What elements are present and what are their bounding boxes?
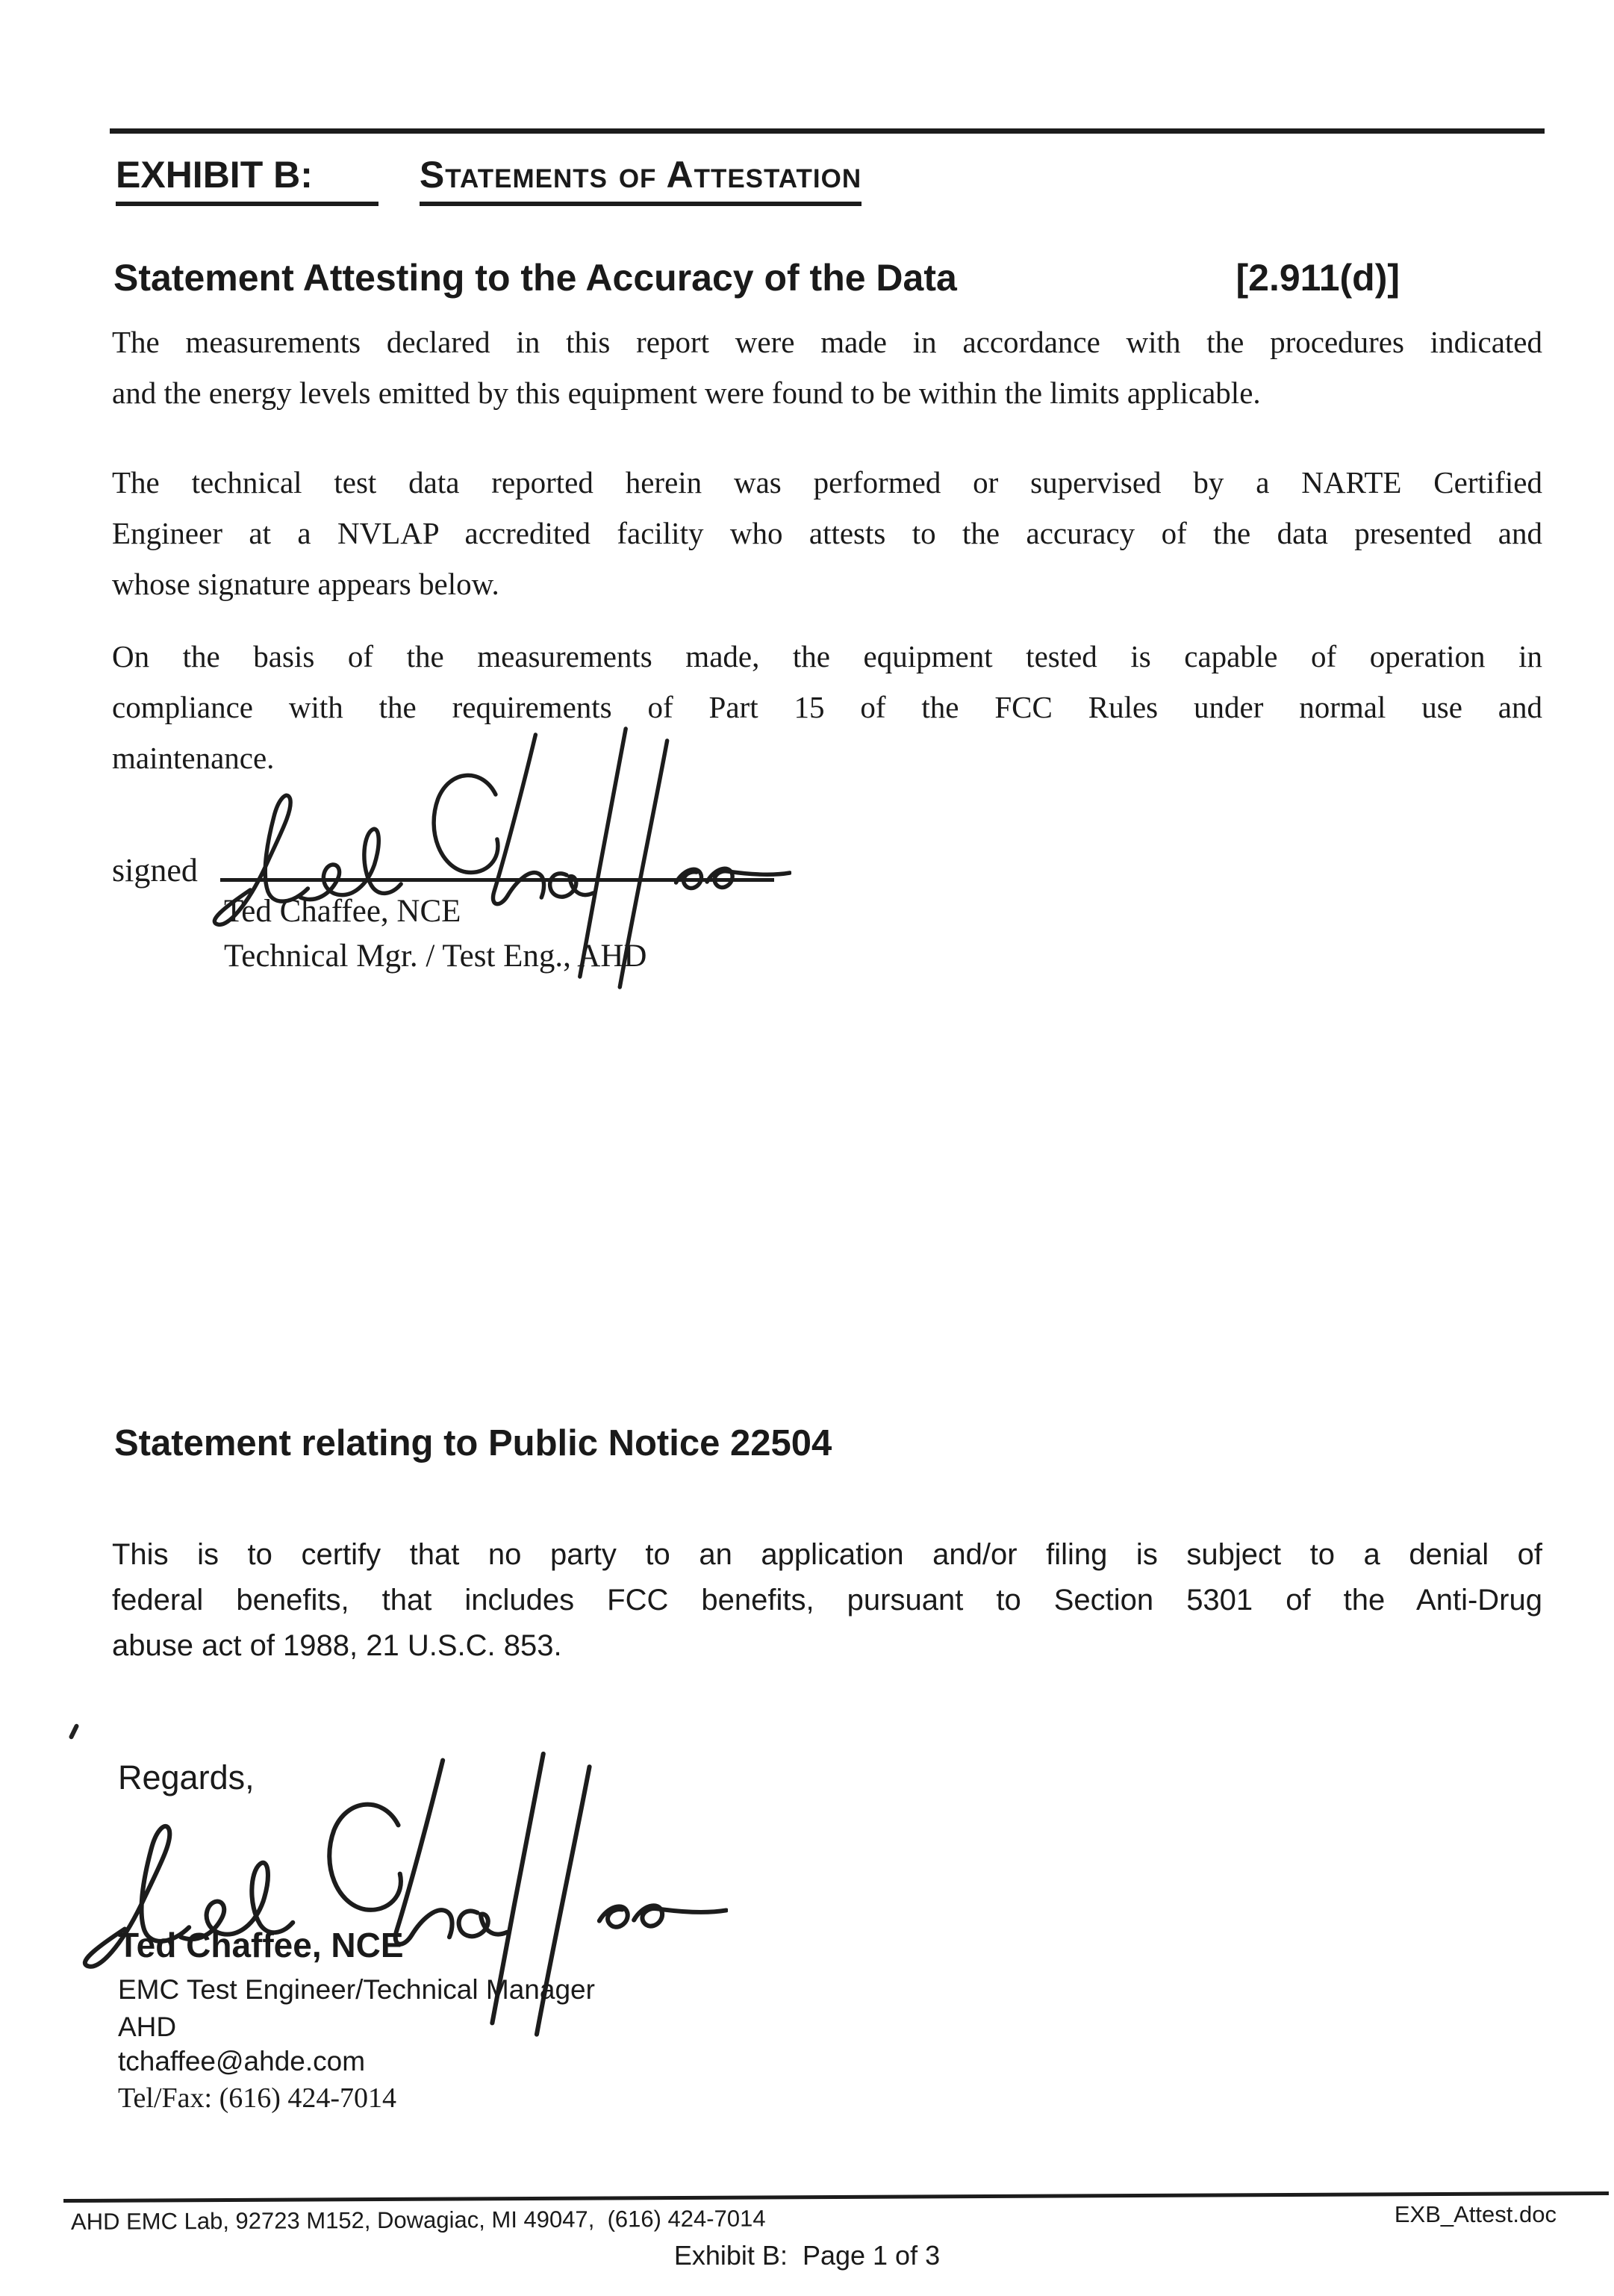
paragraph-line: abuse act of 1988, 21 U.S.C. 853. <box>112 1629 562 1662</box>
signatory-organization: AHD <box>118 2012 177 2042</box>
signatory-phone: Tel/Fax: (616) 424-7014 <box>118 2082 397 2114</box>
exhibit-heading-title: Statements of Attestation <box>419 154 862 196</box>
paragraph-line: federal benefits, that includes FCC benefits, pursuant to Section 5301 of the Anti-Drug <box>112 1584 1542 1617</box>
statement-accuracy-heading: Statement Attesting to the Accuracy of the Data <box>113 257 957 299</box>
paragraph-line: On the basis of the measurements made, the equipment tested is capable of operation in <box>112 639 1542 673</box>
paragraph-line: This is to certify that no party to an application and/or filing is subject to a denial of <box>112 1538 1542 1571</box>
paragraph-line: whose signature appears below. <box>112 567 499 601</box>
statement-accuracy-titlebar <box>113 255 1400 300</box>
footer-page-label: Exhibit B: Page 1 of 3 <box>673 2240 941 2271</box>
signatory-title: Technical Mgr. / Test Eng., AHD <box>224 939 647 974</box>
signatory-email: tchaffee@ahde.com <box>118 2046 366 2076</box>
signatory-name: Ted Chaffee, NCE <box>118 1926 404 1964</box>
paragraph-line: and the energy levels emitted by this equipment were found to be within the limits applicable. <box>112 376 1261 410</box>
closing-salutation: Regards, <box>118 1758 255 1796</box>
paragraph-line: maintenance. <box>112 741 275 775</box>
public-notice-paragraph <box>112 1532 1542 1669</box>
footer-lab-address: AHD EMC Lab, 92723 M152, Dowagiac, MI 49047, (616) 424-7014 <box>70 2205 766 2235</box>
paragraph-line: compliance with the requirements of Part 15 of the FCC Rules under normal use and <box>112 690 1542 724</box>
paragraph-line: The measurements declared in this report were made in accordance with the procedures indicated <box>112 325 1542 359</box>
signed-label: signed <box>112 852 198 889</box>
paragraph-line: The technical test data reported herein was performed or supervised by a NARTE Certified <box>112 465 1542 500</box>
footer-rule <box>63 2191 1609 2203</box>
accuracy-paragraph-1 <box>112 317 1542 418</box>
top-rule <box>110 128 1545 134</box>
handwritten-signature <box>185 721 791 999</box>
scan-artifact-tick <box>68 1723 79 1740</box>
exhibit-heading <box>116 152 861 206</box>
footer-document-name: EXB_Attest.doc <box>1394 2201 1557 2227</box>
paragraph-line: Engineer at a NVLAP accredited facility who attests to the accuracy of the data presented and <box>112 516 1542 550</box>
statement-public-notice-heading: Statement relating to Public Notice 22504 <box>114 1423 832 1463</box>
signatory-title: EMC Test Engineer/Technical Manager <box>118 1974 595 2005</box>
accuracy-paragraph-2 <box>112 457 1542 609</box>
statement-accuracy-rule-reference: [2.911(d)] <box>1236 257 1400 299</box>
signatory-name: Ted Chaffee, NCE <box>224 894 461 929</box>
exhibit-heading-label: EXHIBIT B: <box>116 152 378 206</box>
